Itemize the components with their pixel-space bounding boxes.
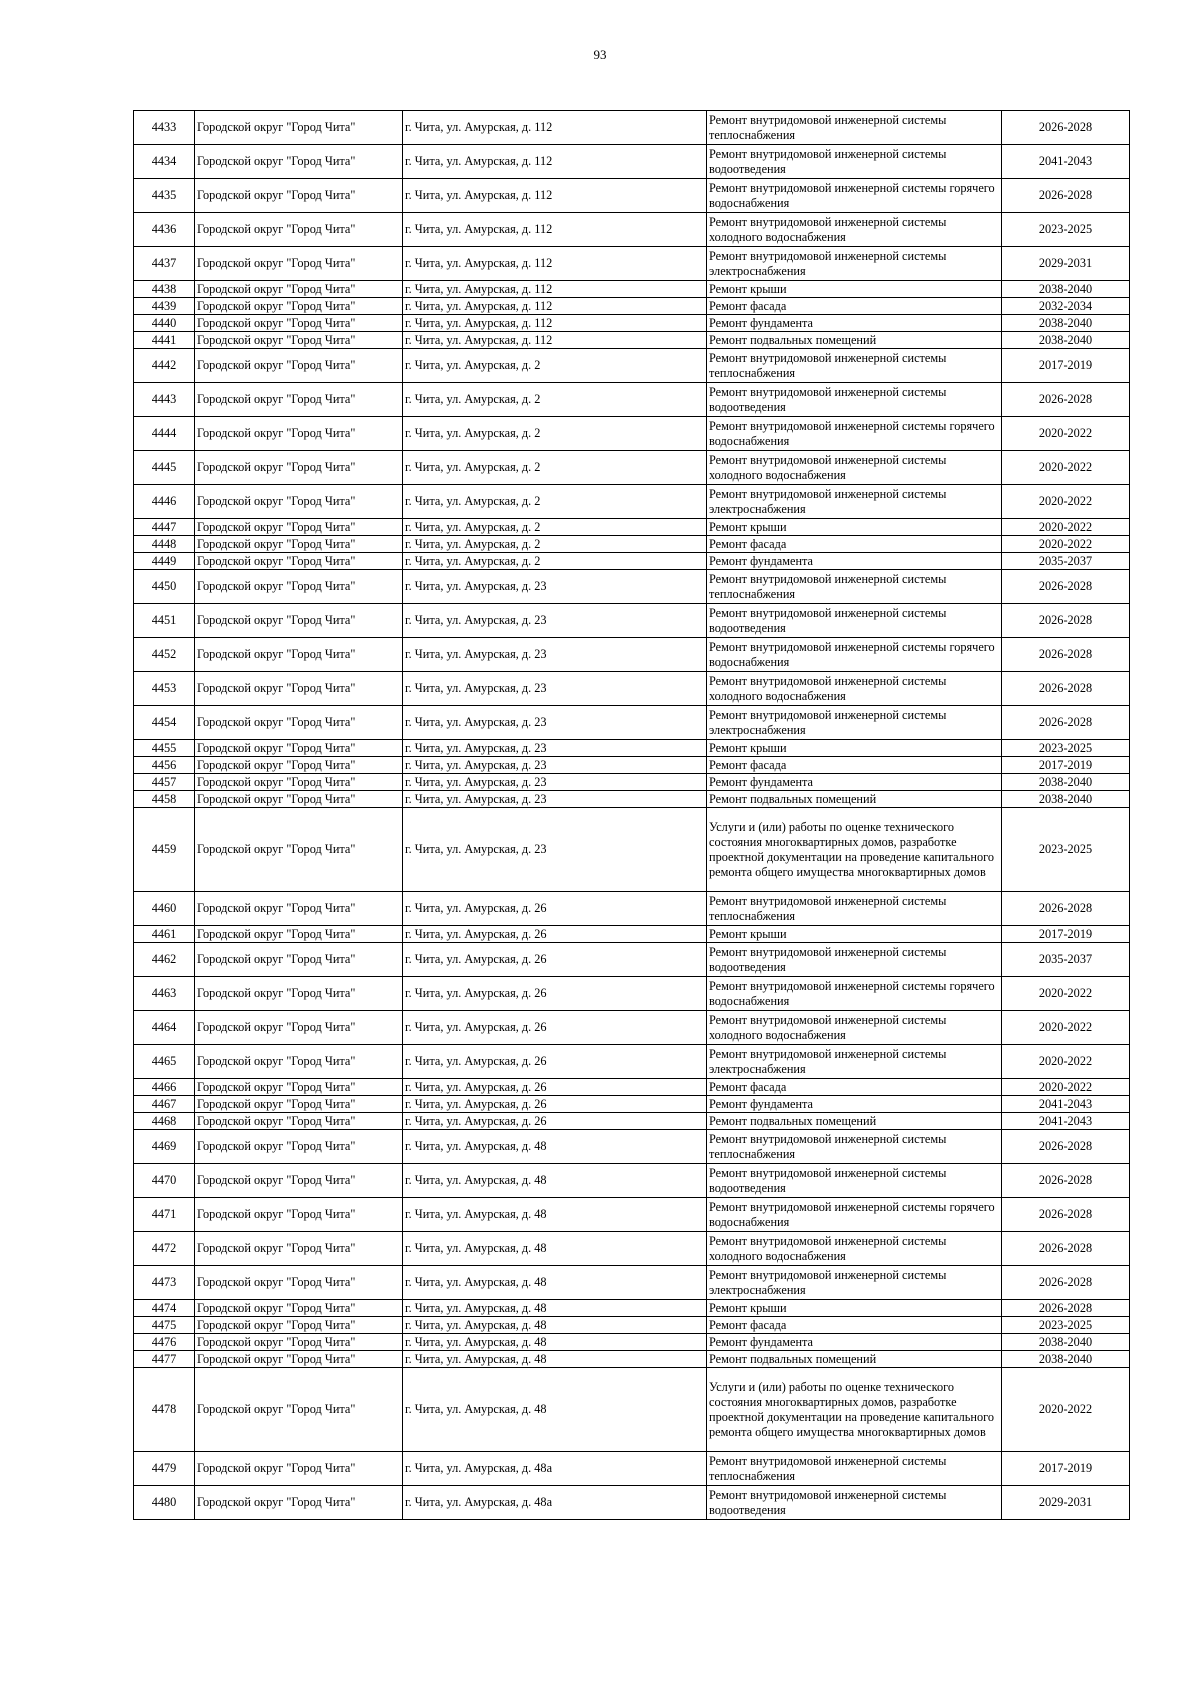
work-type-cell: Ремонт внутридомовой инженерной системы электроснабжения [707, 485, 1002, 519]
row-number-cell: 4450 [134, 570, 195, 604]
row-number-cell: 4468 [134, 1113, 195, 1130]
work-type-cell: Ремонт фасада [707, 1079, 1002, 1096]
municipality-cell: Городской округ "Город Чита" [195, 536, 403, 553]
address-cell: г. Чита, ул. Амурская, д. 2 [403, 536, 707, 553]
work-type-cell: Ремонт внутридомовой инженерной системы водоотведения [707, 1486, 1002, 1520]
table-row [134, 332, 1130, 349]
row-number-cell: 4433 [134, 111, 195, 145]
row-number-cell: 4472 [134, 1232, 195, 1266]
period-cell: 2032-2034 [1002, 298, 1130, 315]
page-number: 93 [593, 47, 607, 62]
address-cell: г. Чита, ул. Амурская, д. 23 [403, 808, 707, 892]
address-cell: г. Чита, ул. Амурская, д. 23 [403, 757, 707, 774]
work-type-cell: Ремонт подвальных помещений [707, 1351, 1002, 1368]
row-number-cell: 4439 [134, 298, 195, 315]
period-cell: 2020-2022 [1002, 1011, 1130, 1045]
municipality-cell: Городской округ "Город Чита" [195, 791, 403, 808]
row-number-cell: 4443 [134, 383, 195, 417]
table-row [134, 926, 1130, 943]
table-row [134, 706, 1130, 740]
period-cell: 2041-2043 [1002, 1113, 1130, 1130]
work-type-cell: Ремонт внутридомовой инженерной системы теплоснабжения [707, 349, 1002, 383]
municipality-cell: Городской округ "Город Чита" [195, 179, 403, 213]
table-row [134, 145, 1130, 179]
table-row [134, 774, 1130, 791]
table-row [134, 1334, 1130, 1351]
row-number-cell: 4446 [134, 485, 195, 519]
address-cell: г. Чита, ул. Амурская, д. 48 [403, 1164, 707, 1198]
municipality-cell: Городской округ "Город Чита" [195, 570, 403, 604]
address-cell: г. Чита, ул. Амурская, д. 23 [403, 570, 707, 604]
work-type-cell: Ремонт внутридомовой инженерной системы горячего водоснабжения [707, 1198, 1002, 1232]
period-cell: 2020-2022 [1002, 977, 1130, 1011]
row-number-cell: 4436 [134, 213, 195, 247]
table-row [134, 519, 1130, 536]
work-type-cell: Ремонт внутридомовой инженерной системы водоотведения [707, 383, 1002, 417]
municipality-cell: Городской округ "Город Чита" [195, 553, 403, 570]
address-cell: г. Чита, ул. Амурская, д. 26 [403, 1096, 707, 1113]
table-row [134, 1368, 1130, 1452]
municipality-cell: Городской округ "Город Чита" [195, 1486, 403, 1520]
municipality-cell: Городской округ "Город Чита" [195, 315, 403, 332]
municipality-cell: Городской округ "Город Чита" [195, 638, 403, 672]
table-row [134, 1045, 1130, 1079]
table-row [134, 1164, 1130, 1198]
table-row [134, 383, 1130, 417]
row-number-cell: 4479 [134, 1452, 195, 1486]
row-number-cell: 4457 [134, 774, 195, 791]
municipality-cell: Городской округ "Город Чита" [195, 383, 403, 417]
table-row [134, 485, 1130, 519]
period-cell: 2035-2037 [1002, 553, 1130, 570]
period-cell: 2026-2028 [1002, 111, 1130, 145]
table-row [134, 808, 1130, 892]
period-cell: 2026-2028 [1002, 1130, 1130, 1164]
municipality-cell: Городской округ "Город Чита" [195, 757, 403, 774]
period-cell: 2017-2019 [1002, 926, 1130, 943]
municipality-cell: Городской округ "Город Чита" [195, 1300, 403, 1317]
municipality-cell: Городской округ "Город Чита" [195, 1045, 403, 1079]
row-number-cell: 4465 [134, 1045, 195, 1079]
address-cell: г. Чита, ул. Амурская, д. 48а [403, 1486, 707, 1520]
work-type-cell: Ремонт внутридомовой инженерной системы теплоснабжения [707, 570, 1002, 604]
row-number-cell: 4478 [134, 1368, 195, 1452]
address-cell: г. Чита, ул. Амурская, д. 26 [403, 943, 707, 977]
municipality-cell: Городской округ "Город Чита" [195, 1232, 403, 1266]
period-cell: 2038-2040 [1002, 315, 1130, 332]
work-type-cell: Ремонт внутридомовой инженерной системы горячего водоснабжения [707, 417, 1002, 451]
row-number-cell: 4467 [134, 1096, 195, 1113]
address-cell: г. Чита, ул. Амурская, д. 112 [403, 179, 707, 213]
period-cell: 2023-2025 [1002, 213, 1130, 247]
table-row [134, 451, 1130, 485]
period-cell: 2035-2037 [1002, 943, 1130, 977]
work-type-cell: Ремонт внутридомовой инженерной системы холодного водоснабжения [707, 1011, 1002, 1045]
row-number-cell: 4441 [134, 332, 195, 349]
address-cell: г. Чита, ул. Амурская, д. 48 [403, 1130, 707, 1164]
period-cell: 2026-2028 [1002, 1266, 1130, 1300]
row-number-cell: 4466 [134, 1079, 195, 1096]
work-type-cell: Ремонт фасада [707, 536, 1002, 553]
table-row [134, 417, 1130, 451]
municipality-cell: Городской округ "Город Чита" [195, 417, 403, 451]
municipality-cell: Городской округ "Город Чита" [195, 1351, 403, 1368]
period-cell: 2029-2031 [1002, 1486, 1130, 1520]
row-number-cell: 4480 [134, 1486, 195, 1520]
work-type-cell: Ремонт внутридомовой инженерной системы холодного водоснабжения [707, 1232, 1002, 1266]
period-cell: 2026-2028 [1002, 1164, 1130, 1198]
address-cell: г. Чита, ул. Амурская, д. 23 [403, 604, 707, 638]
work-type-cell: Ремонт крыши [707, 281, 1002, 298]
address-cell: г. Чита, ул. Амурская, д. 48а [403, 1452, 707, 1486]
table-row [134, 111, 1130, 145]
row-number-cell: 4458 [134, 791, 195, 808]
row-number-cell: 4448 [134, 536, 195, 553]
table-row [134, 1079, 1130, 1096]
table-row [134, 1011, 1130, 1045]
table-row [134, 281, 1130, 298]
address-cell: г. Чита, ул. Амурская, д. 112 [403, 298, 707, 315]
work-type-cell: Ремонт внутридомовой инженерной системы горячего водоснабжения [707, 179, 1002, 213]
row-number-cell: 4477 [134, 1351, 195, 1368]
row-number-cell: 4456 [134, 757, 195, 774]
table-row [134, 1096, 1130, 1113]
work-type-cell: Ремонт подвальных помещений [707, 332, 1002, 349]
municipality-cell: Городской округ "Город Чита" [195, 349, 403, 383]
address-cell: г. Чита, ул. Амурская, д. 26 [403, 1079, 707, 1096]
row-number-cell: 4440 [134, 315, 195, 332]
work-type-cell: Ремонт крыши [707, 519, 1002, 536]
table-row [134, 213, 1130, 247]
municipality-cell: Городской округ "Город Чита" [195, 281, 403, 298]
work-type-cell: Ремонт крыши [707, 740, 1002, 757]
address-cell: г. Чита, ул. Амурская, д. 26 [403, 1113, 707, 1130]
address-cell: г. Чита, ул. Амурская, д. 2 [403, 519, 707, 536]
capital-repair-table [133, 110, 1130, 1520]
table-row [134, 1317, 1130, 1334]
address-cell: г. Чита, ул. Амурская, д. 112 [403, 213, 707, 247]
municipality-cell: Городской округ "Город Чита" [195, 1334, 403, 1351]
address-cell: г. Чита, ул. Амурская, д. 23 [403, 672, 707, 706]
address-cell: г. Чита, ул. Амурская, д. 2 [403, 349, 707, 383]
address-cell: г. Чита, ул. Амурская, д. 112 [403, 332, 707, 349]
municipality-cell: Городской округ "Город Чита" [195, 943, 403, 977]
period-cell: 2020-2022 [1002, 1045, 1130, 1079]
period-cell: 2020-2022 [1002, 417, 1130, 451]
row-number-cell: 4453 [134, 672, 195, 706]
municipality-cell: Городской округ "Город Чита" [195, 519, 403, 536]
table-row [134, 1113, 1130, 1130]
work-type-cell: Ремонт внутридомовой инженерной системы холодного водоснабжения [707, 451, 1002, 485]
work-type-cell: Ремонт крыши [707, 1300, 1002, 1317]
period-cell: 2026-2028 [1002, 604, 1130, 638]
row-number-cell: 4476 [134, 1334, 195, 1351]
address-cell: г. Чита, ул. Амурская, д. 26 [403, 977, 707, 1011]
address-cell: г. Чита, ул. Амурская, д. 23 [403, 740, 707, 757]
work-type-cell: Ремонт внутридомовой инженерной системы электроснабжения [707, 247, 1002, 281]
work-type-cell: Ремонт внутридомовой инженерной системы холодного водоснабжения [707, 213, 1002, 247]
table-row [134, 638, 1130, 672]
table-row [134, 570, 1130, 604]
row-number-cell: 4452 [134, 638, 195, 672]
period-cell: 2026-2028 [1002, 1198, 1130, 1232]
period-cell: 2026-2028 [1002, 1300, 1130, 1317]
work-type-cell: Ремонт внутридомовой инженерной системы теплоснабжения [707, 111, 1002, 145]
period-cell: 2023-2025 [1002, 1317, 1130, 1334]
row-number-cell: 4449 [134, 553, 195, 570]
period-cell: 2020-2022 [1002, 1079, 1130, 1096]
row-number-cell: 4469 [134, 1130, 195, 1164]
period-cell: 2038-2040 [1002, 281, 1130, 298]
work-type-cell: Ремонт фасада [707, 298, 1002, 315]
period-cell: 2038-2040 [1002, 332, 1130, 349]
municipality-cell: Городской округ "Город Чита" [195, 926, 403, 943]
period-cell: 2026-2028 [1002, 570, 1130, 604]
address-cell: г. Чита, ул. Амурская, д. 48 [403, 1334, 707, 1351]
municipality-cell: Городской округ "Город Чита" [195, 1266, 403, 1300]
municipality-cell: Городской округ "Город Чита" [195, 298, 403, 315]
table-row [134, 1452, 1130, 1486]
period-cell: 2020-2022 [1002, 485, 1130, 519]
table-row [134, 1130, 1130, 1164]
row-number-cell: 4461 [134, 926, 195, 943]
work-type-cell: Ремонт фундамента [707, 774, 1002, 791]
address-cell: г. Чита, ул. Амурская, д. 26 [403, 926, 707, 943]
work-type-cell: Ремонт фасада [707, 1317, 1002, 1334]
period-cell: 2041-2043 [1002, 1096, 1130, 1113]
table-row [134, 791, 1130, 808]
row-number-cell: 4463 [134, 977, 195, 1011]
address-cell: г. Чита, ул. Амурская, д. 48 [403, 1368, 707, 1452]
table-row [134, 1232, 1130, 1266]
table-row [134, 1486, 1130, 1520]
work-type-cell: Ремонт внутридомовой инженерной системы электроснабжения [707, 1266, 1002, 1300]
row-number-cell: 4435 [134, 179, 195, 213]
period-cell: 2029-2031 [1002, 247, 1130, 281]
table-row [134, 1198, 1130, 1232]
address-cell: г. Чита, ул. Амурская, д. 112 [403, 247, 707, 281]
row-number-cell: 4444 [134, 417, 195, 451]
work-type-cell: Ремонт внутридомовой инженерной системы водоотведения [707, 943, 1002, 977]
work-type-cell: Ремонт подвальных помещений [707, 1113, 1002, 1130]
work-type-cell: Услуги и (или) работы по оценке технического состояния многоквартирных домов, разработке проектной документации на проведение капитального ремонта общего имущества многоквартирных домов [707, 1368, 1002, 1452]
work-type-cell: Ремонт внутридомовой инженерной системы водоотведения [707, 604, 1002, 638]
work-type-cell: Ремонт внутридомовой инженерной системы горячего водоснабжения [707, 638, 1002, 672]
period-cell: 2020-2022 [1002, 1368, 1130, 1452]
period-cell: 2026-2028 [1002, 706, 1130, 740]
municipality-cell: Городской округ "Город Чита" [195, 672, 403, 706]
municipality-cell: Городской округ "Город Чита" [195, 213, 403, 247]
row-number-cell: 4447 [134, 519, 195, 536]
work-type-cell: Услуги и (или) работы по оценке технического состояния многоквартирных домов, разработке проектной документации на проведение капитального ремонта общего имущества многоквартирных домов [707, 808, 1002, 892]
row-number-cell: 4451 [134, 604, 195, 638]
municipality-cell: Городской округ "Город Чита" [195, 1198, 403, 1232]
period-cell: 2038-2040 [1002, 791, 1130, 808]
municipality-cell: Городской округ "Город Чита" [195, 604, 403, 638]
address-cell: г. Чита, ул. Амурская, д. 48 [403, 1351, 707, 1368]
address-cell: г. Чита, ул. Амурская, д. 48 [403, 1300, 707, 1317]
period-cell: 2017-2019 [1002, 757, 1130, 774]
municipality-cell: Городской округ "Город Чита" [195, 892, 403, 926]
period-cell: 2041-2043 [1002, 145, 1130, 179]
work-type-cell: Ремонт внутридомовой инженерной системы горячего водоснабжения [707, 977, 1002, 1011]
work-type-cell: Ремонт фасада [707, 757, 1002, 774]
row-number-cell: 4473 [134, 1266, 195, 1300]
address-cell: г. Чита, ул. Амурская, д. 2 [403, 417, 707, 451]
address-cell: г. Чита, ул. Амурская, д. 26 [403, 1045, 707, 1079]
period-cell: 2020-2022 [1002, 536, 1130, 553]
table-row [134, 179, 1130, 213]
table-body [134, 111, 1130, 1520]
table-row [134, 247, 1130, 281]
municipality-cell: Городской округ "Город Чита" [195, 111, 403, 145]
table-row [134, 757, 1130, 774]
table-row [134, 1300, 1130, 1317]
row-number-cell: 4455 [134, 740, 195, 757]
work-type-cell: Ремонт фундамента [707, 1096, 1002, 1113]
period-cell: 2026-2028 [1002, 672, 1130, 706]
municipality-cell: Городской округ "Город Чита" [195, 774, 403, 791]
address-cell: г. Чита, ул. Амурская, д. 112 [403, 111, 707, 145]
table-row [134, 604, 1130, 638]
period-cell: 2038-2040 [1002, 1334, 1130, 1351]
period-cell: 2026-2028 [1002, 892, 1130, 926]
municipality-cell: Городской округ "Город Чита" [195, 451, 403, 485]
address-cell: г. Чита, ул. Амурская, д. 112 [403, 145, 707, 179]
table-row [134, 553, 1130, 570]
address-cell: г. Чита, ул. Амурская, д. 26 [403, 1011, 707, 1045]
row-number-cell: 4459 [134, 808, 195, 892]
address-cell: г. Чита, ул. Амурская, д. 112 [403, 281, 707, 298]
table-row [134, 298, 1130, 315]
address-cell: г. Чита, ул. Амурская, д. 112 [403, 315, 707, 332]
period-cell: 2026-2028 [1002, 383, 1130, 417]
municipality-cell: Городской округ "Город Чита" [195, 1011, 403, 1045]
period-cell: 2026-2028 [1002, 1232, 1130, 1266]
work-type-cell: Ремонт крыши [707, 926, 1002, 943]
period-cell: 2023-2025 [1002, 740, 1130, 757]
address-cell: г. Чита, ул. Амурская, д. 48 [403, 1232, 707, 1266]
period-cell: 2017-2019 [1002, 349, 1130, 383]
table-row [134, 943, 1130, 977]
address-cell: г. Чита, ул. Амурская, д. 2 [403, 451, 707, 485]
municipality-cell: Городской округ "Город Чита" [195, 1130, 403, 1164]
address-cell: г. Чита, ул. Амурская, д. 48 [403, 1266, 707, 1300]
period-cell: 2017-2019 [1002, 1452, 1130, 1486]
municipality-cell: Городской округ "Город Чита" [195, 1368, 403, 1452]
municipality-cell: Городской округ "Город Чита" [195, 1113, 403, 1130]
period-cell: 2020-2022 [1002, 451, 1130, 485]
row-number-cell: 4471 [134, 1198, 195, 1232]
period-cell: 2026-2028 [1002, 179, 1130, 213]
table-row [134, 349, 1130, 383]
work-type-cell: Ремонт внутридомовой инженерной системы электроснабжения [707, 1045, 1002, 1079]
address-cell: г. Чита, ул. Амурская, д. 23 [403, 706, 707, 740]
municipality-cell: Городской округ "Город Чита" [195, 332, 403, 349]
table-row [134, 892, 1130, 926]
table-row [134, 1266, 1130, 1300]
municipality-cell: Городской округ "Город Чита" [195, 1317, 403, 1334]
row-number-cell: 4460 [134, 892, 195, 926]
work-type-cell: Ремонт внутридомовой инженерной системы теплоснабжения [707, 1452, 1002, 1486]
row-number-cell: 4474 [134, 1300, 195, 1317]
table-row [134, 536, 1130, 553]
row-number-cell: 4445 [134, 451, 195, 485]
address-cell: г. Чита, ул. Амурская, д. 23 [403, 791, 707, 808]
row-number-cell: 4454 [134, 706, 195, 740]
municipality-cell: Городской округ "Город Чита" [195, 1079, 403, 1096]
period-cell: 2020-2022 [1002, 519, 1130, 536]
table-row [134, 315, 1130, 332]
period-cell: 2038-2040 [1002, 1351, 1130, 1368]
work-type-cell: Ремонт внутридомовой инженерной системы водоотведения [707, 145, 1002, 179]
municipality-cell: Городской округ "Город Чита" [195, 808, 403, 892]
row-number-cell: 4438 [134, 281, 195, 298]
address-cell: г. Чита, ул. Амурская, д. 48 [403, 1198, 707, 1232]
municipality-cell: Городской округ "Город Чита" [195, 145, 403, 179]
address-cell: г. Чита, ул. Амурская, д. 2 [403, 485, 707, 519]
row-number-cell: 4470 [134, 1164, 195, 1198]
period-cell: 2038-2040 [1002, 774, 1130, 791]
work-type-cell: Ремонт внутридомовой инженерной системы холодного водоснабжения [707, 672, 1002, 706]
table-row [134, 672, 1130, 706]
work-type-cell: Ремонт внутридомовой инженерной системы теплоснабжения [707, 892, 1002, 926]
address-cell: г. Чита, ул. Амурская, д. 26 [403, 892, 707, 926]
municipality-cell: Городской округ "Город Чита" [195, 1452, 403, 1486]
work-type-cell: Ремонт фундамента [707, 1334, 1002, 1351]
table-row [134, 977, 1130, 1011]
municipality-cell: Городской округ "Город Чита" [195, 247, 403, 281]
work-type-cell: Ремонт внутридомовой инженерной системы водоотведения [707, 1164, 1002, 1198]
row-number-cell: 4434 [134, 145, 195, 179]
work-type-cell: Ремонт внутридомовой инженерной системы теплоснабжения [707, 1130, 1002, 1164]
address-cell: г. Чита, ул. Амурская, д. 23 [403, 638, 707, 672]
municipality-cell: Городской округ "Город Чита" [195, 1096, 403, 1113]
row-number-cell: 4464 [134, 1011, 195, 1045]
row-number-cell: 4462 [134, 943, 195, 977]
work-type-cell: Ремонт внутридомовой инженерной системы электроснабжения [707, 706, 1002, 740]
table-row [134, 740, 1130, 757]
municipality-cell: Городской округ "Город Чита" [195, 485, 403, 519]
work-type-cell: Ремонт фундамента [707, 553, 1002, 570]
address-cell: г. Чита, ул. Амурская, д. 23 [403, 774, 707, 791]
work-type-cell: Ремонт фундамента [707, 315, 1002, 332]
row-number-cell: 4437 [134, 247, 195, 281]
row-number-cell: 4442 [134, 349, 195, 383]
row-number-cell: 4475 [134, 1317, 195, 1334]
address-cell: г. Чита, ул. Амурская, д. 2 [403, 383, 707, 417]
address-cell: г. Чита, ул. Амурская, д. 2 [403, 553, 707, 570]
address-cell: г. Чита, ул. Амурская, д. 48 [403, 1317, 707, 1334]
municipality-cell: Городской округ "Город Чита" [195, 740, 403, 757]
municipality-cell: Городской округ "Город Чита" [195, 1164, 403, 1198]
period-cell: 2023-2025 [1002, 808, 1130, 892]
municipality-cell: Городской округ "Город Чита" [195, 977, 403, 1011]
table-row [134, 1351, 1130, 1368]
work-type-cell: Ремонт подвальных помещений [707, 791, 1002, 808]
municipality-cell: Городской округ "Город Чита" [195, 706, 403, 740]
period-cell: 2026-2028 [1002, 638, 1130, 672]
